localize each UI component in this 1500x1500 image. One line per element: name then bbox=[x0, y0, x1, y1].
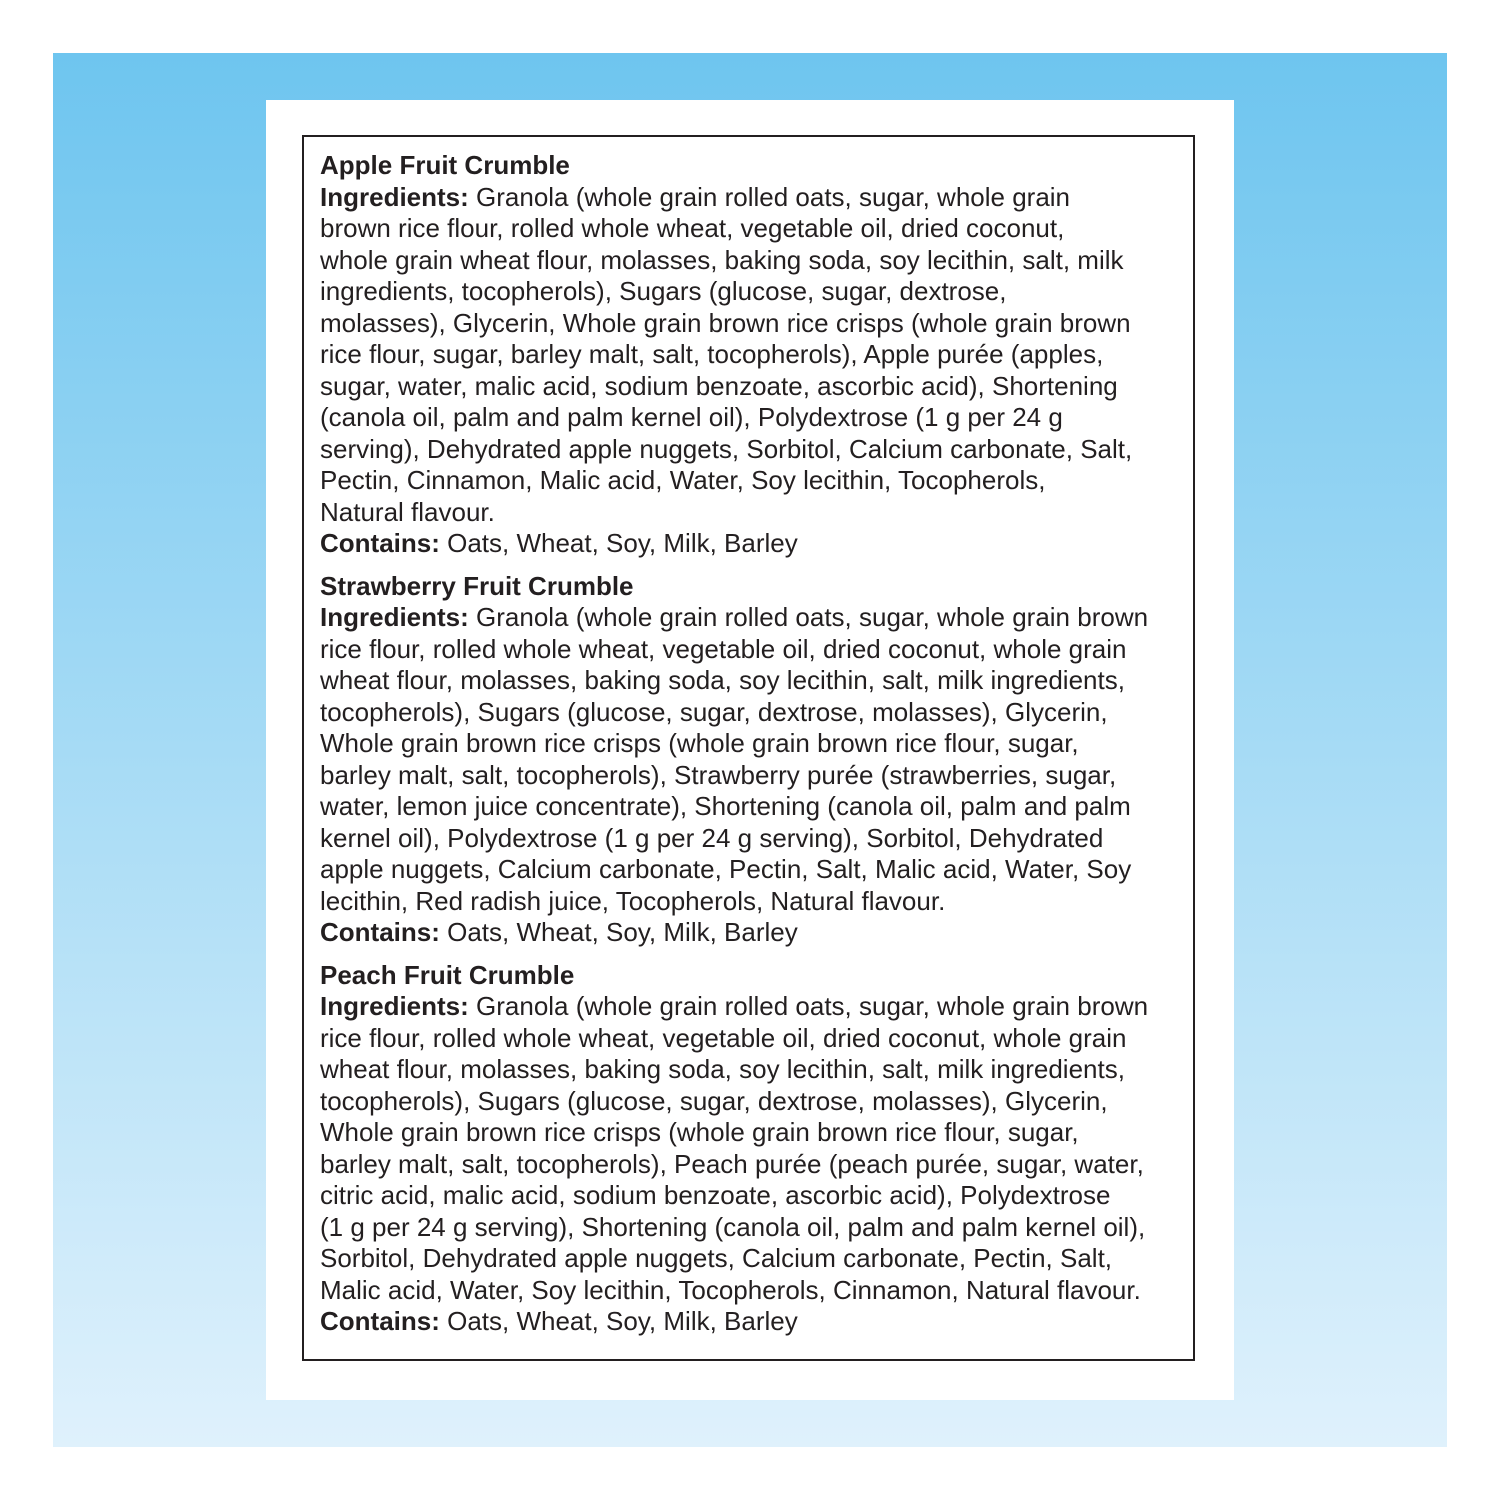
ingredients-line: Pectin, Cinnamon, Malic acid, Water, Soy lecithin, Tocopherols, bbox=[320, 465, 1046, 495]
ingredients-line: barley malt, salt, tocopherols), Strawberry purée (strawberries, sugar, bbox=[320, 759, 1117, 790]
contains-label: Contains: bbox=[320, 1306, 440, 1336]
ingredients-label: Ingredients: bbox=[320, 181, 469, 212]
ingredients-line: molasses), Glycerin, Whole grain brown rice crisps (whole grain brown bbox=[320, 307, 1131, 338]
product-section-strawberry bbox=[320, 571, 1186, 949]
ingredients-line: Whole grain brown rice crisps (whole grain brown rice flour, sugar, bbox=[320, 728, 1079, 758]
ingredients-line: sugar, water, malic acid, sodium benzoate, ascorbic acid), Shortening bbox=[320, 370, 1118, 401]
contains-text: Oats, Wheat, Soy, Milk, Barley bbox=[439, 528, 798, 558]
ingredients-line: rice flour, rolled whole wheat, vegetable oil, dried coconut, whole grain bbox=[320, 633, 1127, 664]
contains-text: Oats, Wheat, Soy, Milk, Barley bbox=[439, 1306, 798, 1336]
contains-line bbox=[320, 528, 1186, 560]
contains-text: Oats, Wheat, Soy, Milk, Barley bbox=[439, 917, 798, 947]
ingredients-line-text: Granola (whole grain rolled oats, sugar, whole grain bbox=[468, 181, 1071, 212]
ingredients-line: lecithin, Red radish juice, Tocopherols, Natural flavour. bbox=[320, 885, 946, 916]
contains-label: Contains: bbox=[320, 528, 440, 558]
contains-label: Contains: bbox=[320, 917, 440, 947]
product-title: Apple Fruit Crumble bbox=[320, 150, 570, 180]
ingredients-text bbox=[320, 991, 1186, 1306]
ingredients-line-text: Granola (whole grain rolled oats, sugar, whole grain brown bbox=[468, 991, 1149, 1021]
ingredients-label: Ingredients: bbox=[320, 991, 469, 1021]
product-section-apple bbox=[320, 150, 1186, 560]
contains-line bbox=[320, 917, 1186, 949]
ingredients-line: Natural flavour. bbox=[320, 496, 495, 527]
contains-line bbox=[320, 1306, 1186, 1338]
ingredients-line: citric acid, malic acid, sodium benzoate, ascorbic acid), Polydextrose bbox=[320, 1180, 1111, 1210]
ingredients-line: serving), Dehydrated apple nuggets, Sorbitol, Calcium carbonate, Salt, bbox=[320, 433, 1133, 464]
ingredients-line: rice flour, sugar, barley malt, salt, tocopherols), Apple purée (apples, bbox=[320, 339, 1104, 369]
ingredients-line bbox=[320, 182, 1186, 214]
product-title: Strawberry Fruit Crumble bbox=[320, 570, 634, 601]
ingredients-line: whole grain wheat flour, molasses, baking soda, soy lecithin, salt, milk bbox=[320, 244, 1124, 275]
ingredients-line: Whole grain brown rice crisps (whole grain brown rice flour, sugar, bbox=[320, 1117, 1079, 1147]
ingredients-line: tocopherols), Sugars (glucose, sugar, dextrose, molasses), Glycerin, bbox=[320, 696, 1108, 727]
ingredients-line: (1 g per 24 g serving), Shortening (canola oil, palm and palm kernel oil), bbox=[320, 1211, 1146, 1242]
ingredients-line: Sorbitol, Dehydrated apple nuggets, Calcium carbonate, Pectin, Salt, bbox=[320, 1243, 1113, 1273]
product-section-peach bbox=[320, 960, 1186, 1338]
ingredients-line-text: Granola (whole grain rolled oats, sugar, whole grain brown bbox=[468, 602, 1149, 632]
ingredients-line: kernel oil), Polydextrose (1 g per 24 g serving), Sorbitol, Dehydrated bbox=[320, 822, 1104, 853]
ingredients-line bbox=[320, 991, 1186, 1023]
product-title: Peach Fruit Crumble bbox=[320, 959, 575, 990]
ingredients-line: brown rice flour, rolled whole wheat, vegetable oil, dried coconut, bbox=[320, 213, 1065, 243]
ingredients-text bbox=[320, 602, 1186, 917]
ingredients-line: barley malt, salt, tocopherols), Peach purée (peach purée, sugar, water, bbox=[320, 1148, 1144, 1179]
ingredients-line: (canola oil, palm and palm kernel oil), Polydextrose (1 g per 24 g bbox=[320, 402, 1063, 432]
ingredients-line: Malic acid, Water, Soy lecithin, Tocopherols, Cinnamon, Natural flavour. bbox=[320, 1274, 1141, 1305]
ingredients-text bbox=[320, 182, 1186, 529]
ingredients-line bbox=[320, 602, 1186, 634]
ingredients-line: water, lemon juice concentrate), Shortening (canola oil, palm and palm bbox=[320, 791, 1131, 821]
ingredients-line: apple nuggets, Calcium carbonate, Pectin, Salt, Malic acid, Water, Soy bbox=[320, 854, 1132, 884]
ingredients-line: wheat flour, molasses, baking soda, soy lecithin, salt, milk ingredients, bbox=[320, 665, 1125, 695]
ingredients-line: rice flour, rolled whole wheat, vegetable oil, dried coconut, whole grain bbox=[320, 1022, 1127, 1053]
ingredients-line: ingredients, tocopherols), Sugars (glucose, sugar, dextrose, bbox=[320, 276, 1007, 306]
ingredients-line: tocopherols), Sugars (glucose, sugar, dextrose, molasses), Glycerin, bbox=[320, 1085, 1108, 1116]
ingredients-line: wheat flour, molasses, baking soda, soy lecithin, salt, milk ingredients, bbox=[320, 1054, 1125, 1084]
ingredients-content bbox=[320, 150, 1186, 1349]
ingredients-label: Ingredients: bbox=[320, 602, 469, 632]
